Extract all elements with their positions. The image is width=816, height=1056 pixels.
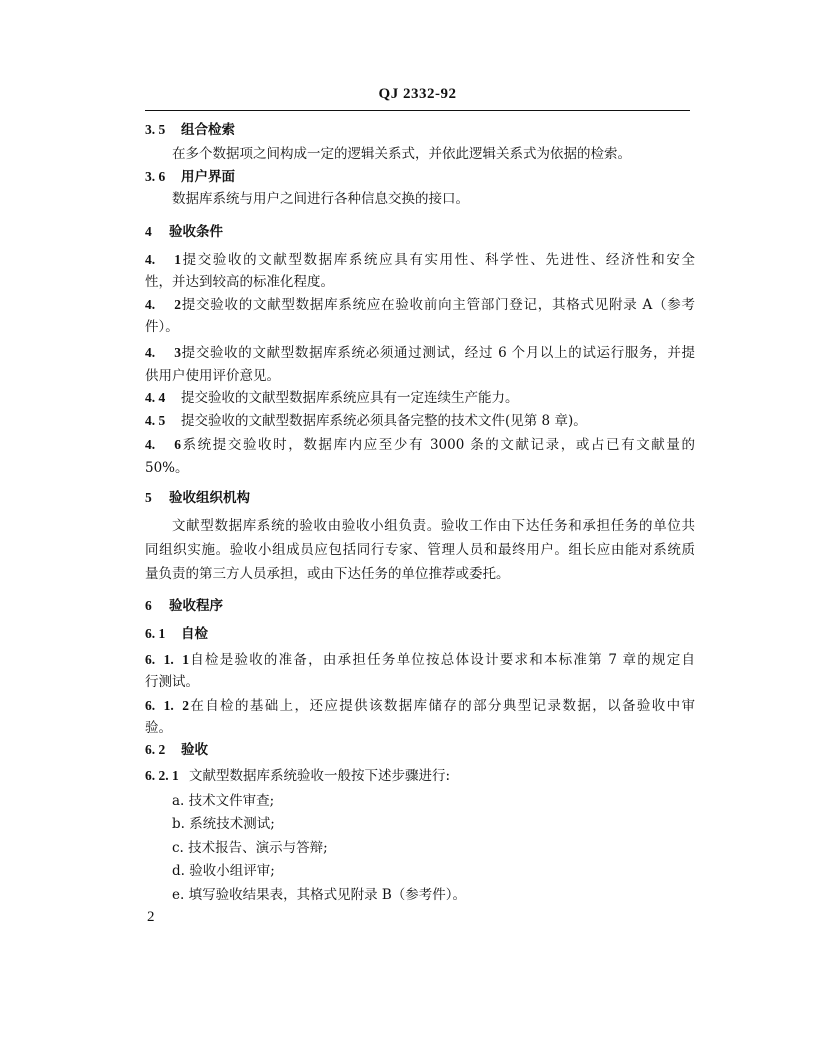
clause-title: 用户界面 <box>181 169 235 185</box>
clause-number: 6. 1 <box>145 626 166 641</box>
clause-6-1-1-line-2: 行测试。 <box>145 674 199 690</box>
clause-text: 提交验收的文献型数据库系统应具有一定连续生产能力。 <box>181 390 519 406</box>
section-number: 6 <box>145 598 152 613</box>
clause-4-2-line-1 <box>145 296 695 314</box>
header-rule <box>145 110 690 111</box>
clause-6-1-1-line-1 <box>145 651 695 669</box>
document-code-header: QJ 2332-92 <box>378 86 457 102</box>
clause-6-2-heading <box>145 741 695 759</box>
section-5-para-line-1: 文献型数据库系统的验收由验收小组负责。验收工作由下达任务和承担任务的单位共 <box>172 518 695 534</box>
clause-title: 验收 <box>181 742 208 758</box>
section-5-para-line-3: 量负责的第三方人员承担，或由下达任务的单位推荐或委托。 <box>145 566 510 582</box>
section-4-heading <box>145 223 695 241</box>
clause-4-4 <box>145 389 695 407</box>
section-title: 验收组织机构 <box>169 490 250 506</box>
page-number: 2 <box>147 909 155 925</box>
clause-4-6-line-2: 50%。 <box>145 460 189 476</box>
clause-4-1-line-2: 性，并达到较高的标准化程度。 <box>145 274 334 290</box>
clause-4-1-line-1 <box>145 251 695 269</box>
clause-3-6-heading <box>145 168 695 186</box>
clause-4-2-line-2: 件）。 <box>145 319 179 335</box>
clause-4-3-line-1 <box>145 344 695 362</box>
clause-number: 6. 1. 2 <box>145 698 189 713</box>
clause-text: 系统提交验收时，数据库内应至少有 3000 条的文献记录，或占已有文献量的 <box>181 437 695 453</box>
clause-number: 4. 6 <box>145 437 181 452</box>
clause-text: 文献型数据库系统验收一般按下述步骤进行: <box>189 768 451 784</box>
clause-text: 提交验收的文献型数据库系统必须具备完整的技术文件(见第 8 章)。 <box>181 413 587 429</box>
section-5-para-line-2: 同组织实施。验收小组成员应包括同行专家、管理人员和最终用户。组长应由能对系统质 <box>145 542 695 558</box>
clause-6-1-2-line-1 <box>145 697 695 715</box>
clause-number: 4. 5 <box>145 413 166 428</box>
clause-6-1-2-line-2: 验。 <box>145 720 172 736</box>
clause-text: 提交验收的文献型数据库系统应具有实用性、科学性、先进性、经济性和安全 <box>181 252 695 268</box>
clause-number: 4. 3 <box>145 345 181 360</box>
section-number: 4 <box>145 224 152 239</box>
clause-text: 提交验收的文献型数据库系统必须通过测试，经过 6 个月以上的试运行服务，并提 <box>181 345 695 361</box>
clause-number: 3. 6 <box>145 169 166 184</box>
clause-6-2-1 <box>145 767 695 785</box>
clause-number: 4. 2 <box>145 297 181 312</box>
clause-text: 在自检的基础上，还应提供该数据库储存的部分典型记录数据，以备验收中审 <box>189 698 695 714</box>
clause-number: 4. 1 <box>145 252 181 267</box>
clause-number: 4. 4 <box>145 390 166 405</box>
clause-3-6-text: 数据库系统与用户之间进行各种信息交换的接口。 <box>172 191 469 207</box>
list-item: b. 系统技术测试; <box>172 816 275 832</box>
clause-number: 6. 2 <box>145 742 166 757</box>
clause-text: 自检是验收的准备，由承担任务单位按总体设计要求和本标准第 7 章的规定自 <box>189 652 695 668</box>
clause-number: 3. 5 <box>145 122 166 137</box>
section-number: 5 <box>145 490 152 505</box>
section-title: 验收条件 <box>169 224 223 240</box>
section-title: 验收程序 <box>169 598 223 614</box>
clause-3-5-heading <box>145 121 695 139</box>
list-item: c. 技术报告、演示与答辩; <box>172 840 328 856</box>
clause-4-5 <box>145 412 695 430</box>
clause-6-1-heading <box>145 625 695 643</box>
clause-4-6-line-1 <box>145 436 695 454</box>
clause-title: 自检 <box>181 626 208 642</box>
list-item: d. 验收小组评审; <box>172 863 275 879</box>
clause-number: 6. 1. 1 <box>145 652 189 667</box>
clause-4-3-line-2: 供用户使用评价意见。 <box>145 368 280 384</box>
list-item: a. 技术文件审查; <box>172 793 275 809</box>
section-6-heading <box>145 597 695 615</box>
list-item: e. 填写验收结果表，其格式见附录 B（参考件）。 <box>172 887 467 903</box>
clause-text: 提交验收的文献型数据库系统应在验收前向主管部门登记，其格式见附录 A（参考 <box>181 297 695 313</box>
section-5-heading <box>145 489 695 507</box>
clause-number: 6. 2. 1 <box>145 768 179 783</box>
clause-title: 组合检索 <box>181 122 235 138</box>
clause-3-5-text: 在多个数据项之间构成一定的逻辑关系式，并依此逻辑关系式为依据的检索。 <box>172 146 631 162</box>
